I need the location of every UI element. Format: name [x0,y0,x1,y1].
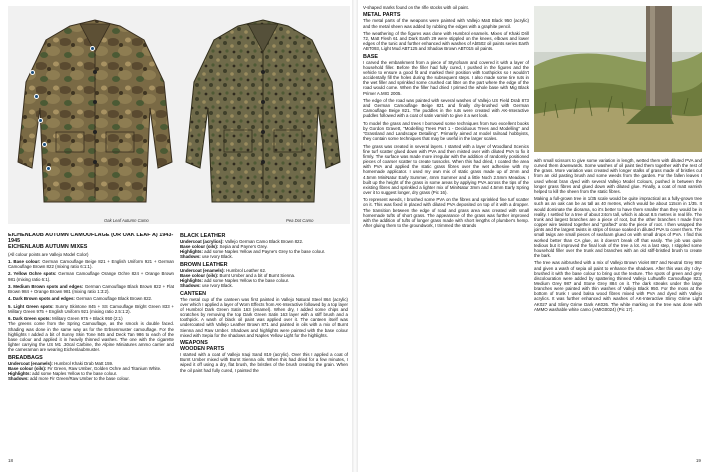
tree-paragraph: Making a full-grown tree in 1/35 scale would be quite impractical as a fully-grown tree such as an oak can be as tall as 40 metres, which would be about 115cm in 1/35. It would dominate the diorama, so it's better to have them smaller than they would be in reality. I settled for a tree of about 24cm tall, which is about 8.5 metres in real life. The trunk and largest branches are a piece of root, but the other branches I made from copper wire twisted together and "grafted" onto the piece of root. I then wrapped the joints and the largest twists in strips of tissue soaked in diluted PVA to cover them. The small twigs are small pieces of seafoam glued on with small drops of PVA. I find this worked better than CA glue, as it doesn't break off that easily. The job was quite tedious but it improved the final look of the tree a lot. As a last step, I stippled some household filler over the trunk and branches with an old stiff-bristled brush to create the bark. [534,196,702,258]
canteen-heading: CANTEEN [180,290,207,297]
breadbags-heading: BREADBAGS [8,354,43,361]
right-page-column-1 [363,5,529,455]
brown-leather-item: Highlights: add some Naples Yellow to the base colour. [180,278,290,284]
mix-item: 4. Dark Brown spots and edges: German Camouflage Black Brown 822. [8,296,153,302]
mix-item: 1. Base colour: German Camouflage Beige 821 + English Uniform 921 + German Camouflage Brown 822 (mixing ratio 6:1:1). [8,258,174,270]
eichenlaub-heading: EICHENLAUB AUTUMN CAMOUFLAGE (OR OAK LEAF A) 1943-1945 [8,233,174,244]
colour-point-marker [42,142,47,147]
greens-paragraph: The greens come from the Spring Camouflage, as the smock is double faced. Shading was done in the same way as for the Erbsenmuster camouflage. For the highlights I added a bit of Sunny Skin Tone 845 and Deck Tan 986 to each of the base colour and applied it in heavily thinned washes. The one with the cigarette lighter carrying the US M1 .30cal Carbine, the Alpine Miniatures ammo carrier and the cameraman are wearing Eichenlaubmuster. [8,321,174,353]
diorama-grass-photo [534,6,702,152]
mix-item: 5. Light Green spots: Sunny Skintone 845 + SS Camouflage Bright Green 833 + Military Green 975 + English Uniform 921 (mixing ratio 2.5:1:2). [8,303,174,314]
oak-leaf-jacket-image [12,12,178,214]
base-paragraph: The edge of the road was painted with several washes of Vallejo US Field Drab 873 and German Camouflage Beige 821 and finally dry-brushed with German Camouflage Beige 821. The puddles in the ruts were created with AK-Interactive puddles followed with a coat of satin varnish to give it a wet look. [363,97,529,119]
colour-point-marker [30,70,35,75]
pea-dot-jacket-drawing [180,12,346,214]
black-leather-heading: BLACK LEATHER [180,233,226,239]
brown-leather-heading: BROWN LEATHER [180,261,228,268]
metal-parts-paragraph: The metal parts of the weapons were painted with Vallejo Matt Black 950 (acrylic) and the metal sheen was added by rubbing the edges with a graphite pencil. [363,18,529,29]
wooden-parts-paragraph: I started with a coat of Vallejo Iraqi Sand 819 (acrylic). Over this I applied a coat of Burnt Umber mixed with Burnt Sienna oils. When this had dried for a few minutes, I wiped it off using a dry, flat brush, the bristles of the brush creating the grain. When the oil paint had fully cured, I painted the [180,352,348,373]
breadbags-item: Base colour (oils): Fir Green, Raw Umber, Golden Ochre and Titanium White. [8,365,162,371]
breadbags-item: Highlights: add some Naples Yellow to the base colour. [8,370,118,376]
breadbags-item: Undercoat (enamels): Humbrol Khaki Drab Matt 159. [8,360,114,366]
tree-painting-paragraph: The tree was airbrushed with a mix of Vallejo Brown Violet 887 and Neutral Grey 992 and given a wash of sepia oil paint to enhance the shadows. After this was dry I dry-brushed it with the base colour to bring out the texture. The spots of green and grey discolouration were added by spattering thinned Vallejo Luftwaffe Camouflage 823, Medium Grey 987 and Stone Grey 884 on it. The dark streaks under the large branches were painted with thin washes of Vallejo Black 950. For the moss at the bottom of trunk I used balsa wood fibres mixed with PVA and dyed with Vallejo acrylics. It was further enhanced with washes of AK-Interactive Slimy Grime Light AK027 and Slimy Grime Dark AK026. The white marking on the tree was done with AMMO washable white camo (AMIG0024) (Pic 17). [534,260,702,312]
colour-point-marker [38,118,43,123]
mix-item: 2. Yellow Ochre spots: German Camouflage Orange Ochre 824 + Orange Brown 981 (mixing ratio 6:1). [8,271,174,282]
colour-point-marker [46,166,51,171]
grass-paragraph: with small scissors to give some variation in length, wetted them with diluted PVA and curved them downwards. Some washes of oil paint tied them together with the rest of the grass. More variation was created with longer stalks of grass made of bristles cut from an old pasting brush and some weeds from the garden. For the fallen leaves I used wheat bran dyed with several Vallejo Model Colours, pushed in between the longer grass fibres and glued down with diluted glue. Finally, a coat of matt varnish helped to kill the sheen from the static fibres. [534,158,702,194]
brown-leather-item: Shadows: use Ivory Black. [180,283,233,289]
page-gutter [352,0,358,472]
base-paragraph: The grass was created in several layers. I started with a layer of Woodland Scenics fine turf scatter glued down with PVA and then misted over with diluted PVA to fix it firmly. The surface was made more irregular with the addition of randomly positioned pieces of coarser scatter to create tussocks. When this had dried, I coated the area with PVA and applied the static grass fibres over the wet adhesive with my homemade applicator. I used my own mix of static grass made up of 2mm and 4.5mm MiniNatur Early Summer, 4mm Summer and a little Noch 2.5mm Meadow. I built up the height of the grass in some areas by applying PVA across the tips of the existing fibres and sprinkled a lighter mix of MiniNatur 3mm and 4.5mm Early Spring over it to suggest longer, dry grass (Pic 16). [363,143,529,195]
base-paragraph: I carved the embankment from a piece of Styrofoam and covered it with a layer of household filler. Before the filler had fully cured, I pushed in the figures and the vehicle to ensure a good fit and marked their position with toothpicks so I wouldn't accidentally fill the holes during the subsequent steps. I also made some tire ruts in the wet filler and sprinkled some crushed cat litter on the part where the edge of the road would come. When the filler had dried I primed the whole base with Mig Black Primer A.MIG 2005. [363,59,529,96]
diorama-grass-drawing [534,6,702,152]
breadbags-item: Shadows: add more Fir Green/Raw Umber to the base colour. [8,376,130,382]
base-heading: BASE [363,53,378,60]
left-page-column-2 [180,233,348,455]
camouflage-jackets-photo [8,6,350,224]
brown-leather-item: Undercoat (enamels): Humbrol Leather 62. [180,267,267,273]
leather-item: Highlights: add some Naples Yellow and Payne's Grey to the base colour. [180,249,326,255]
colour-point-marker [34,94,39,99]
mix-item: 3. Medium Brown spots and edges: German Camouflage Black Brown 822 + Flat Brown 984 + Orange Brown 981 (mixing ratio 1:3:2). [8,283,174,295]
oak-leaf-caption: Oak Leaf Autumn Camo [104,218,149,223]
mix-item: 6. Dark Green spots: Military Green 975 + Black 950 (2:1) [8,316,123,322]
metal-parts-heading: METAL PARTS [363,12,401,19]
base-paragraph: To represent weeds, I brushed some PVA on the fibres and sprinkled fine turf scatter on it. This was fixed in placed with diluted PVA deposited on top of it with a dropper. The transition between the edge of road and grass area was created with small homemade tufts of short grass. The appearance of the grass was further improved with the addition of tufts of longer grass made with short lengths of plumber's hemp. After gluing them to the groundwork, I trimmed the strands [363,197,529,229]
weathering-paragraph: The weathering of the figures was done with Humbrol enamels. Mixes of Khaki Drill 72, Matt Flesh 61 and Dark Earth 29 were stippled on the knees, elbows and lower edges of the tunic and further enhanced with washes of Abt502 oil paints series Earth ABT093, Light Mud ABT125 and Shadow Brown ABT015 oil paints. [363,30,529,52]
page-number-left: 18 [8,458,14,463]
brown-leather-item: Base colour (oils): Burnt Umber and a bit of Burnt Sienna. [180,272,296,278]
left-page-column-1 [8,233,174,455]
leather-item: Undercoat (acrylics): Vallejo German Camo Black Brown 822. [180,239,304,244]
pea-dot-caption: Pea Dot Camo [286,218,314,223]
eichenlaub-mixes-heading: EICHENLAUB AUTUMN MIXES [8,244,88,251]
right-page-column-2 [534,158,702,455]
base-paragraph: To model the grass and trees I borrowed some techniques from two excellent books by Gordon Gravett, "Modelling Trees Part 1 - Deciduous Trees and Modelling" and "Grassland and Landscape Detailing". Primarily aimed at model railroad hobbyists, they contain some techniques that may be useful in the larger scales. [363,120,529,142]
colour-point-marker [90,46,95,51]
pea-dot-jacket-image [180,12,346,214]
weapons-heading: WEAPONS [180,340,208,347]
page-number-right: 19 [695,458,701,463]
oak-leaf-jacket-drawing [12,12,178,214]
continued-paragraph: V-shaped marks found on the rifle stocks with oil paint. [363,5,469,10]
wooden-parts-heading: WOODEN PARTS [180,346,225,353]
leather-item: Base colour (oils): Sepia and Payne's Grey. [180,244,268,250]
leather-item: Shadows: use Ivory Black. [180,254,233,260]
colour-note: (All colour points are Vallejo Model Color) [8,251,89,257]
canteen-paragraph: The metal cup of the canteen was first painted in Vallejo Natural Steel 864 (acrylic) over which I applied a layer of Worn Effects from AK-Interactive followed by a top layer of Humbrol Dark Green Satin 163 (enamel). When dry, I added some chips and scratches by removing the top Dark Green Satin 163 layer with a stiff brush and a toothpick. A wash of black oil paint was applied over it. The canteen itself was undercoated with Vallejo Leather Brown 871 and painted in oils with a mix of Burnt Sienna and Raw Umber. Shadows and highlights were painted with the base colour mixed with Sepia for the shadows and Naples Yellow Light for the highlights. [180,296,348,338]
